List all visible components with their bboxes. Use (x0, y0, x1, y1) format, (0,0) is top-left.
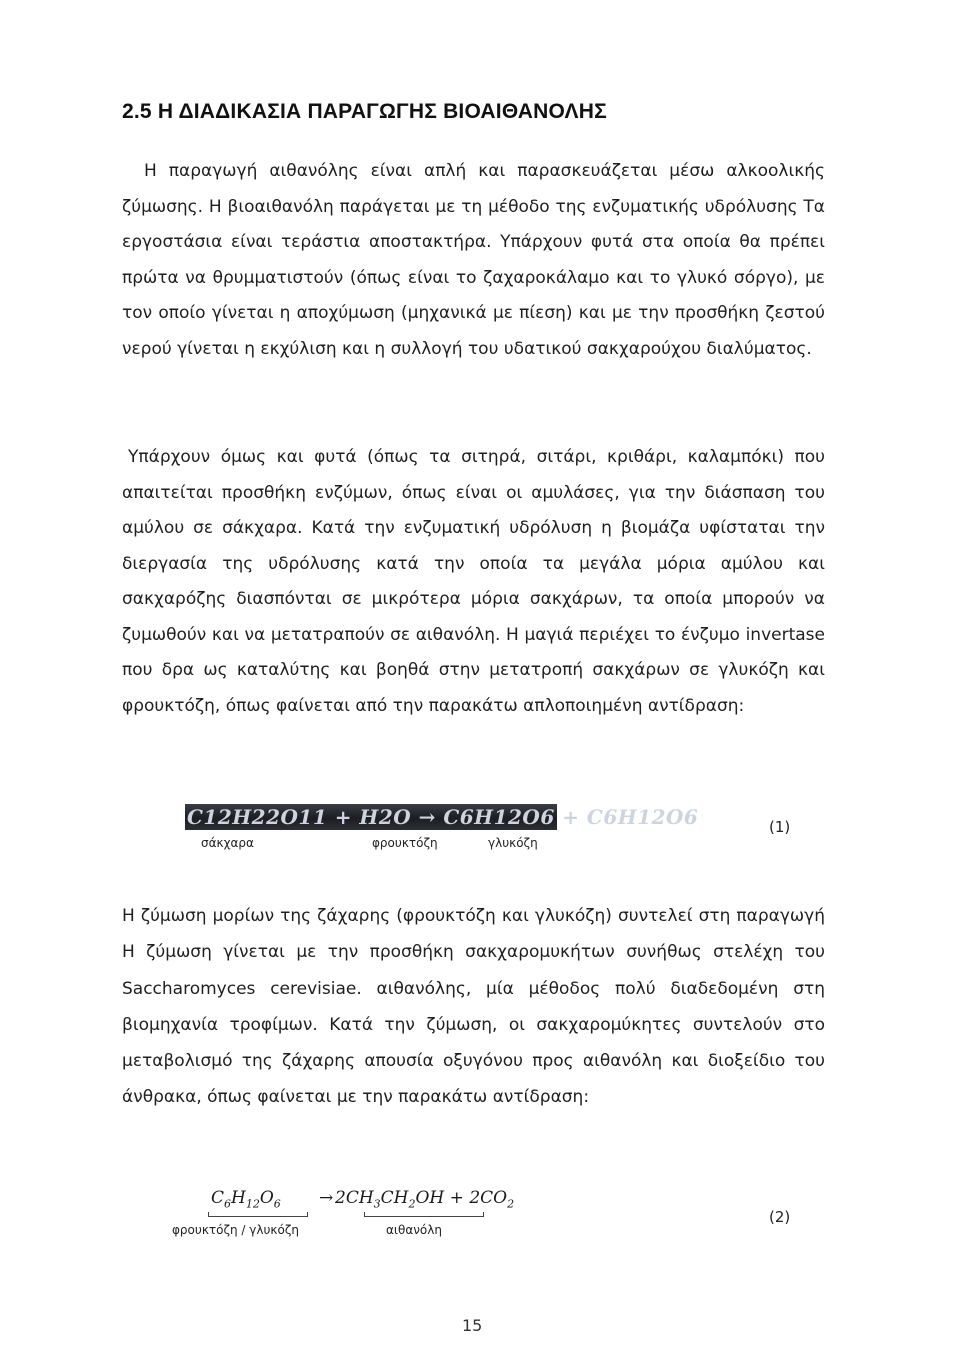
equation-2-arrow: → (319, 1188, 334, 1208)
equation-2-number: (2) (769, 1208, 791, 1226)
equation-2-brace-product (364, 1212, 484, 1217)
equation-2-label-product: αιθανόλη (386, 1223, 442, 1237)
paragraph-fermentation: Η ζύμωση μορίων της ζάχαρης (φρουκτόζη και γλυκόζη) συντελεί στη παραγωγή Η ζύμωση γίνεται με την προσθήκη σακχαρομυκήτων συνήθως στελέχη του Saccharomyces cerevisiae. αιθανόλης, μία μέθοδος πολύ διαδεδομένη στη βιομηχανία τροφίμων. Κατά την ζύμωση, οι σακχαρομύκητες συντελούν στο μεταβολισμό της ζάχαρης απουσία οξυγόνου προς αιθανόλη και διοξείδιο του άνθρακα, όπως φαίνεται με την παρακάτω αντίδραση: (122, 906, 825, 1108)
page-number: 15 (462, 1316, 483, 1335)
paragraph-enzymes: Υπάρχουν όμως και φυτά (όπως τα σιτηρά, σιτάρι, κριθάρι, καλαμπόκι) που απαιτείται προσθήκη ενζύμων, όπως είναι οι αμυλάσες, για την διάσπαση του αμύλου σε σάκχαρα. Κατά την ενζυματική υδρόλυση η βιομάζα υφίσταται την διεργασία της υδρόλυσης κατά την οποία τα μεγάλα μόρια αμύλου και σακχαρόζης διασπόνται σε μικρότερα μόρια σακχάρων, τα οποία μπορούν να ζυμωθούν και να μετατραπούν σε αιθανόλη. Η μαγιά περιέχει το ένζυμο invertase που δρα ως καταλύτης και βοηθά στην μετατροπή σακχάρων σε γλυκόζη και φρουκτόζη, όπως φαίνεται από την παρακάτω απλοποιημένη αντίδραση: (122, 447, 825, 716)
equation-1-number: (1) (769, 818, 791, 836)
equation-2-label-reactant: φρουκτόζη / γλυκόζη (172, 1223, 299, 1237)
equation-1-image (185, 804, 699, 830)
equation-1-label-sugar: σάκχαρα (201, 836, 254, 850)
equation-1-label-glucose: γλυκόζη (488, 836, 538, 850)
equation-2-products: $2CH_3CH_2OH + 2CO_2$ (335, 1188, 515, 1211)
equation-1-formula: C12H22O11 + H2O → C6H12O6 + C6H12O6 (187, 805, 699, 829)
paragraph-intro: Η παραγωγή αιθανόλης είναι απλή και παρασκευάζεται μέσω αλκοολικής ζύμωσης. Η βιοαιθανόλη παράγεται με τη μέθοδο της ενζυματικής υδρόλυσης Τα εργοστάσια είναι τεράστια αποστακτήρα. Υπάρχουν φυτά στα οποία θα πρέπει πρώτα να θρυμματιστούν (όπως είναι το ζαχαροκάλαμο και το γλυκό σόργο), με τον οποίο γίνεται η αποχύμωση (μηχανικά με πίεση) και με την προσθήκη ζεστού νερού γίνεται η εκχύλιση και η συλλογή του υδατικού σακχαρούχου διαλύματος. (122, 161, 825, 359)
equation-2-brace-reactant (208, 1212, 308, 1217)
section-heading: 2.5 Η ΔΙΑΔΙΚΑΣΙΑ ΠΑΡΑΓΩΓΗΣ ΒΙΟΑΙΘΑΝΟΛΗΣ (122, 100, 607, 123)
equation-2-reactant: $C_6H_{12}O_6$ (211, 1188, 281, 1211)
equation-1-label-fructose: φρουκτόζη (372, 836, 438, 850)
